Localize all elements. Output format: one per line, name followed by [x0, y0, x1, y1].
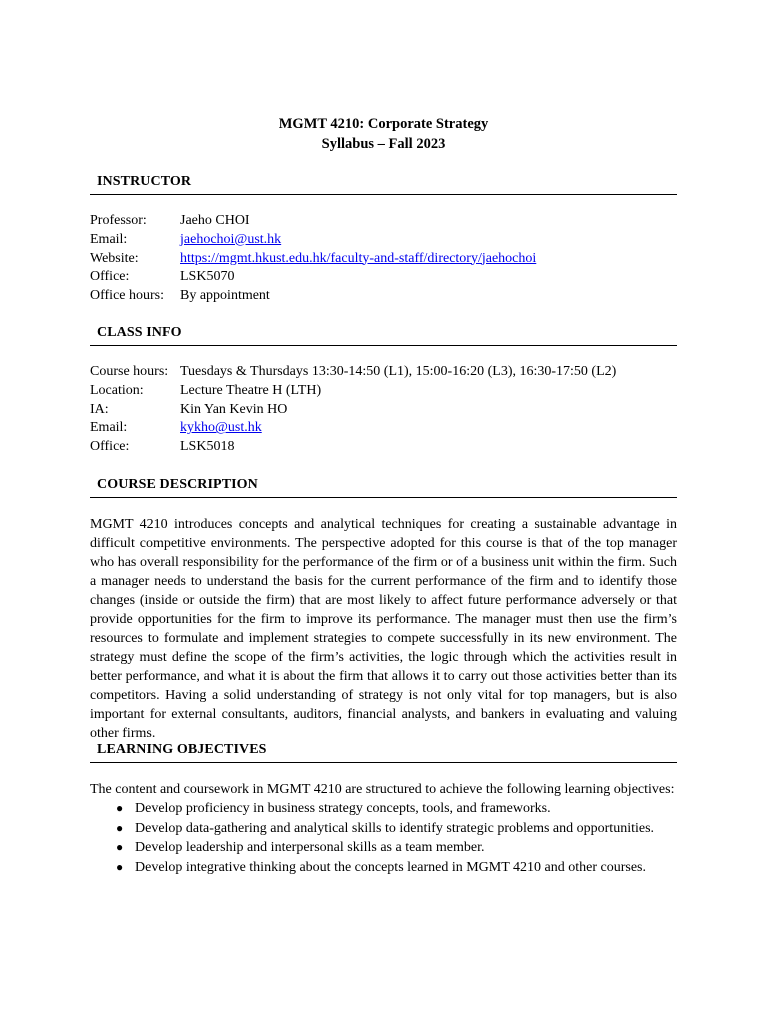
instructor-row-website [90, 250, 677, 269]
document-subtitle: Syllabus – Fall 2023 [321, 136, 446, 152]
instructor-email-link[interactable]: jaehochoi@ust.hk [180, 231, 282, 247]
professor-label: Professor: [90, 213, 147, 228]
document-title: MGMT 4210: Corporate Strategy [278, 116, 489, 132]
ia-email-link[interactable]: kykho@ust.hk [180, 420, 262, 436]
instructor-row-office-hours [90, 287, 677, 306]
class-info-heading-label: CLASS INFO [97, 325, 182, 340]
course-description-heading-label: COURSE DESCRIPTION [97, 477, 258, 492]
professor-name: Jaeho CHOI [180, 213, 250, 228]
ia-name: Kin Yan Kevin HO [180, 401, 288, 417]
class-row-hours [90, 363, 677, 382]
list-item [90, 838, 677, 858]
office-label: Office: [90, 269, 130, 285]
objective-text: Develop proficiency in business strategy concepts, tools, and frameworks. [135, 801, 551, 816]
course-description-text: MGMT 4210 introduces concepts and analytical techniques for creating a sustainable advantage in difficult competitive environments. The perspective adopted for this course is that of the top manager who has overall responsibility for the performance of the firm or of a business unit within the firm. Such a manager needs to understand the basis for the current performance of the firm and to identify those changes (inside or outside the firm) that are most likely to affect future performance adversely or that provide opportunities for the firm to improve its performance. The manager must then use the firm’s resources to formulate and implement strategies to compete successfully in its new environment. The strategy must define the scope of the firm’s activities, the logic through which the activities result in better performance, and what it is about the firm that allows it to carry out those activities better than its competitors. Having a solid understanding of strategy is not only vital for top managers, but is also important for external consultants, auditors, financial analysts, and bankers in evaluating and valuing other firms. [90, 517, 677, 741]
class-row-email [90, 419, 677, 438]
instructor-row-professor [90, 212, 677, 231]
list-item [90, 799, 677, 819]
class-info-heading [90, 324, 677, 346]
class-row-location [90, 382, 677, 401]
objectives-list [90, 799, 677, 878]
objective-text: Develop integrative thinking about the concepts learned in MGMT 4210 and other courses. [135, 860, 646, 876]
class-info [90, 363, 677, 457]
bullet-icon: ● [116, 801, 124, 815]
bullet-icon: ● [116, 840, 124, 855]
instructor-heading-label: INSTRUCTOR [97, 174, 192, 189]
course-hours-value: Tuesdays & Thursdays 13:30-14:50 (L1), 15:00-16:20 (L3), 16:30-17:50 (L2) [180, 364, 617, 379]
objective-text: Develop leadership and interpersonal skills as a team member. [135, 840, 485, 856]
ia-label: IA: [90, 401, 109, 417]
ia-office-value: LSK5018 [180, 439, 235, 455]
office-hours-label: Office hours: [90, 288, 164, 304]
location-value: Lecture Theatre H (LTH) [180, 382, 322, 398]
objectives-intro: The content and coursework in MGMT 4210 are structured to achieve the following learning objectives: [90, 782, 675, 797]
ia-office-label: Office: [90, 439, 130, 455]
course-hours-label: Course hours: [90, 364, 169, 379]
office-hours-value: By appointment [180, 288, 270, 304]
instructor-row-office [90, 268, 677, 287]
learning-objectives [90, 780, 677, 878]
learning-objectives-heading [90, 741, 677, 763]
instructor-row-email [90, 231, 677, 250]
bullet-icon: ● [116, 860, 124, 875]
class-row-ia [90, 401, 677, 420]
list-item [90, 858, 677, 878]
website-label: Website: [90, 250, 139, 266]
document-title-block [90, 114, 677, 154]
class-row-office [90, 438, 677, 457]
course-description-heading [90, 476, 677, 498]
objective-text: Develop data-gathering and analytical skills to identify strategic problems and opportunities. [135, 820, 655, 836]
learning-objectives-heading-label: LEARNING OBJECTIVES [97, 742, 267, 757]
bullet-icon: ● [116, 820, 124, 835]
instructor-heading [90, 173, 677, 195]
location-label: Location: [90, 382, 144, 398]
ia-email-label: Email: [90, 420, 128, 436]
instructor-info [90, 212, 677, 306]
email-label: Email: [90, 231, 128, 247]
instructor-website-link[interactable]: https://mgmt.hkust.edu.hk/faculty-and-staff/directory/jaehochoi [180, 250, 537, 266]
list-item [90, 819, 677, 839]
office-value: LSK5070 [180, 269, 235, 285]
